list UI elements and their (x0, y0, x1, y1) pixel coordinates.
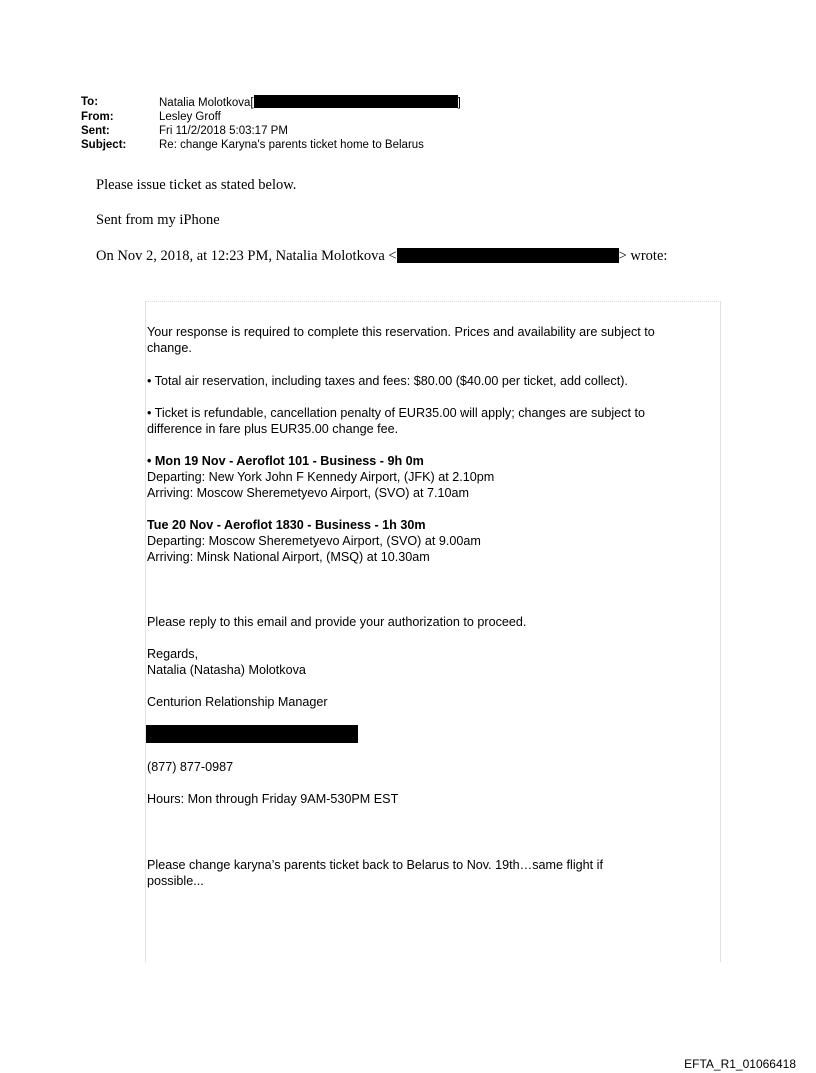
bates-number: EFTA_R1_01066418 (684, 1057, 796, 1071)
bullet-refund-line-2: difference in fare plus EUR35.00 change fee. (147, 422, 399, 436)
to-name: Natalia Molotkova[ (159, 97, 254, 109)
intro-line-1: Your response is required to complete this reservation. Prices and availability are subject to (147, 325, 655, 339)
quote-suffix: > wrote: (618, 248, 668, 264)
original-request-line-2: possible... (147, 874, 204, 888)
signature-block (147, 646, 721, 678)
original-request (147, 857, 721, 889)
intro-paragraph (147, 324, 721, 356)
redaction-bar (146, 725, 358, 743)
flight-2-arriving: Arriving: Minsk National Airport, (MSQ) at 10.30am (147, 550, 430, 564)
from-label: From: (81, 111, 114, 123)
sent-label: Sent: (81, 125, 110, 137)
office-hours: Hours: Mon through Friday 9AM-530PM EST (147, 792, 399, 806)
bullet-refund-line-1: • Ticket is refundable, cancellation penalty of EUR35.00 will apply; changes are subject to (147, 406, 645, 420)
flight-2 (147, 517, 721, 565)
flight-2-title: Tue 20 Nov - Aeroflot 1830 - Business - 1h 30m (147, 518, 426, 532)
to-value (159, 95, 461, 110)
original-request-line-1: Please change karyna’s parents ticket back to Belarus to Nov. 19th…same flight if (147, 858, 603, 872)
reply-request: Please reply to this email and provide your authorization to proceed. (147, 615, 527, 629)
flight-2-departing: Departing: Moscow Sheremetyevo Airport, (SVO) at 9.00am (147, 534, 481, 548)
bullet-refund (147, 405, 721, 437)
redaction-bar (254, 95, 458, 108)
to-row (81, 95, 461, 110)
to-close: ] (457, 97, 461, 109)
flight-1-title: • Mon 19 Nov - Aeroflot 101 - Business - 9h 0m (147, 454, 424, 468)
sent-row (81, 124, 461, 138)
bullet-total: • Total air reservation, including taxes and fees: $80.00 ($40.00 per ticket, add collect). (147, 374, 628, 388)
reply-line-1: Please issue ticket as stated below. (96, 177, 297, 193)
quote-prefix: On Nov 2, 2018, at 12:23 PM, Natalia Molotkova < (96, 248, 397, 264)
subject-label: Subject: (81, 139, 127, 151)
from-row (81, 110, 461, 124)
subject-row (81, 138, 461, 152)
flight-1-arriving: Arriving: Moscow Sheremetyevo Airport, (SVO) at 7.10am (147, 486, 469, 500)
intro-line-2: change. (147, 341, 192, 355)
flight-1 (147, 453, 721, 501)
redaction-bar (397, 248, 619, 263)
from-value: Lesley Groff (159, 111, 221, 123)
subject-value: Re: change Karyna's parents ticket home to Belarus (159, 139, 424, 151)
signature-title: Centurion Relationship Manager (147, 695, 328, 709)
to-label: To: (81, 96, 99, 108)
email-header (81, 95, 461, 152)
phone-number: (877) 877-0987 (147, 760, 234, 774)
signature-name: Natalia (Natasha) Molotkova (147, 663, 306, 677)
quote-attribution (96, 247, 667, 265)
regards: Regards, (147, 647, 199, 661)
sent-value: Fri 11/2/2018 5:03:17 PM (159, 125, 288, 137)
flight-1-departing: Departing: New York John F Kennedy Airport, (JFK) at 2.10pm (147, 470, 495, 484)
reply-line-2: Sent from my iPhone (96, 212, 220, 228)
